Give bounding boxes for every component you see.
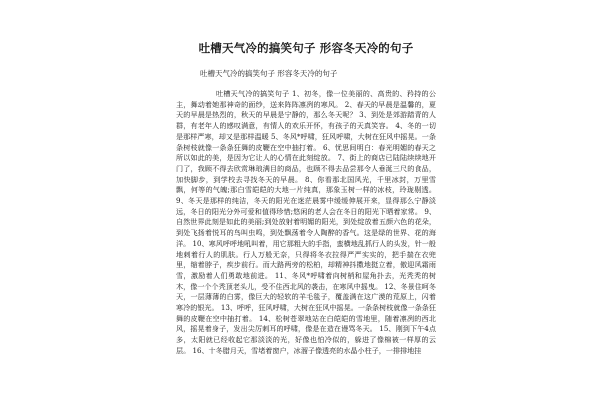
document-page [176, 16, 436, 400]
document-body: 吐槽天气冷的搞笑句子 1、初冬，像一位美丽的、高贵的、矜持的公主，舞动着她那神奇的面纱，送来阵阵凛冽的寒风。 2、春天的早晨是温馨的，夏天的早晨是热烈的，秋天的早晨是宁静的，那么冬天呢？ 3、到处是郊游踏青的人群，有老年人的感叹满意，有情人的欢乐开怀，有孩子的天真笑容。 4、冬的一切是那样严寒，却又是那样温暖 5、冬风*呼啸，狂风呼啸，大树在狂风中摇晃。一条条树枝就像一条条狂舞的皮鞭在空中抽打着。 6、忧思间明白：春光明媚的春天之所以如此的美，是因为它让人的心情在此刻绽放。 7、街上的商店已陆陆续续地开门了，我顾不得去欣赏琳琅满目的商品，也顾不得去品尝那令人垂涎三尺的食品，加快脚步，到学校去寻找冬天的早晨。 8、你看那北国风光，千里冰封，万里雪飘，何等的气魄;那白雪皑皑的大地一片纯真，那象玉树一样的冰枝，玲珑剔透。 9、冬天是那样的纯洁，冬天的阳光在迷茫晨雾中缓缓伸展开来，显得那么宁静淡远，冬日的阳光分外可爱和值得珍惜;悠闲的老人会在冬日的阳光下晒着家常。 9、自然世界此刻是如此的美丽;到处放射着明媚的阳光，到处绽放着五颜六色的花朵，到处飞扬着悦耳的鸟叫虫鸣，到处飘荡着令人陶醉的香气。这是绿的世界、花的海洋。 10、寒风呼呼地吼叫着，用它那粗大的手指，蛮横地乱抓行人的头发，针一般地刺着行人的肌肤。行人万般无奈，只得将冬衣拉得严严实实的，把手揣在衣兜里，缩着脖子，疾步前行。而大路两旁的松柏，却精神抖擞地挺立着，傲迎风霜雨雪，激励着人们勇敢地前进。 11、冬风*呼啸着向树梢和屋角扑去，光秃秃的树木，像一个个秃顶老头儿，受不住西北风的袭击，在寒风中摇曳。 12、冬景住呵冬天，一层薄薄的白雾，像巨大的轻软的羊毛毯子，覆盖满在这广漠的荒原上，闪着寒冷的银光。 13、呼呼，狂风呼啸，大树在狂风中摇晃。一条条树枝就像一条条狂舞的皮鞭在空中抽打着。 14、松树苍翠地站在白皑皑的雪地里，随着凛冽的西北风，摇晃着身子，发出尖厉刺耳的呼啸，像是在造在谩骂冬天。 15、刚到下午4点多，太阳就已经收起它那淡淡的光，好像也怕冷似的，躲进了像棉被一样厚的云层。 16、十冬腊月天，雪堵着窗户，冰溜子像透亮的水晶小柱子，一排排地挂 [176, 89, 436, 355]
document-subtitle: 吐槽天气冷的搞笑句子 形容冬天冷的句子 [200, 69, 338, 78]
document-title: 吐槽天气冷的搞笑句子 形容冬天冷的句子 [198, 41, 414, 55]
